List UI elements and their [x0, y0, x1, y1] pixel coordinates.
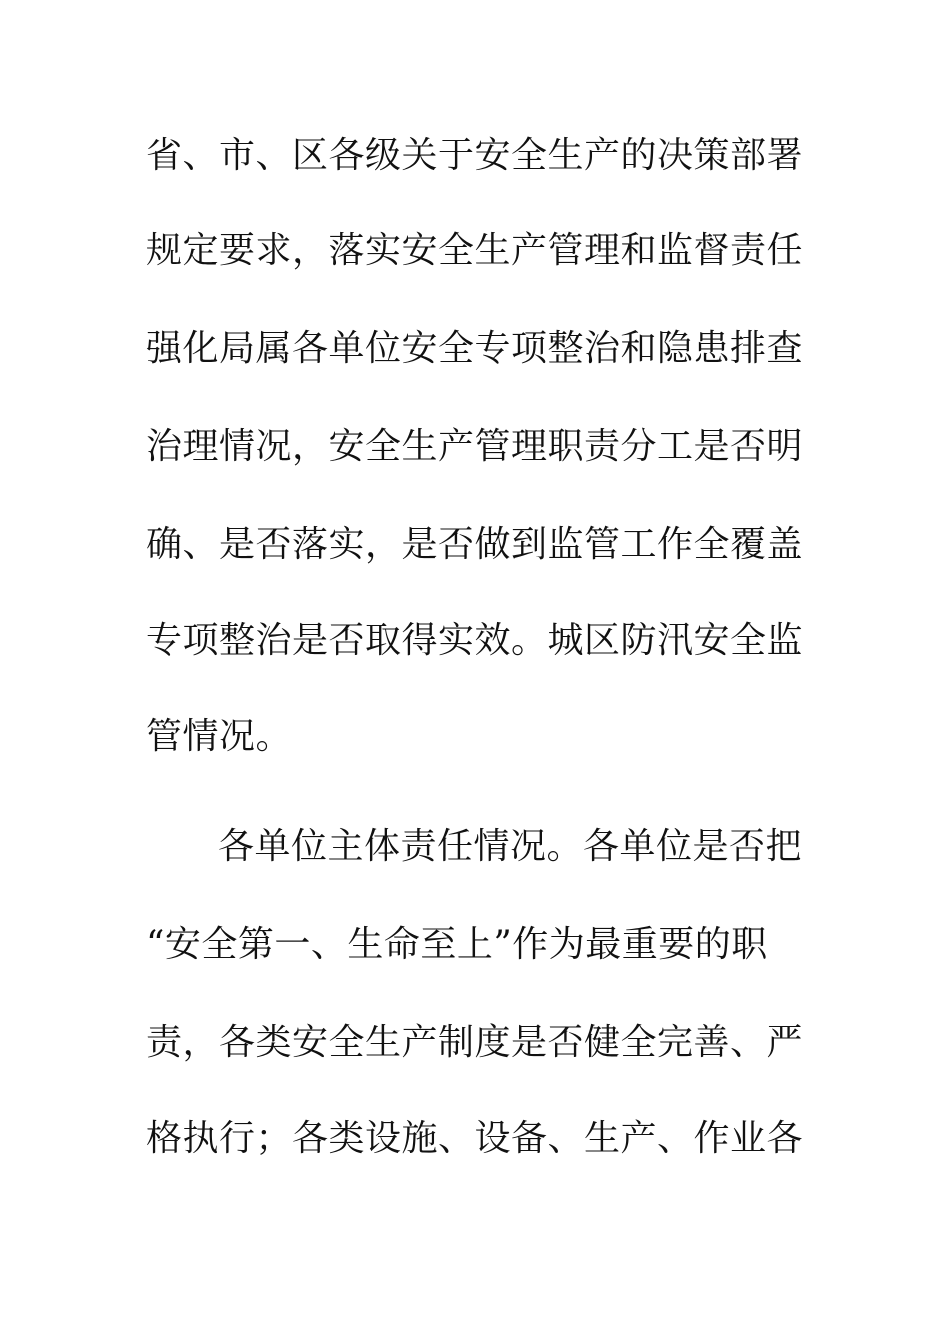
paragraph-1-line-5: 确、是否落实，是否做到监管工作全覆盖 — [146, 524, 804, 565]
paragraph-1-line-7: 管情况。 — [146, 716, 293, 757]
paragraph-1-line-4: 治理情况，安全生产管理职责分工是否明 — [146, 426, 804, 467]
paragraph-1-line-1: 省、市、区各级关于安全生产的决策部署 — [146, 135, 804, 176]
paragraph-2-line-1: 各单位主体责任情况。各单位是否把 — [218, 826, 803, 867]
paragraph-1-line-2: 规定要求，落实安全生产管理和监督责任 — [146, 230, 804, 271]
paragraph-2-line-4: 格执行；各类设施、设备、生产、作业各 — [146, 1118, 804, 1159]
paragraph-2-line-3: 责，各类安全生产制度是否健全完善、严 — [146, 1022, 804, 1063]
paragraph-1-line-3: 强化局属各单位安全专项整治和隐患排查 — [146, 328, 804, 369]
paragraph-1-line-6: 专项整治是否取得实效。城区防汛安全监 — [146, 620, 804, 661]
paragraph-2-line-2: “安全第一、生命至上”作为最重要的职 — [146, 924, 768, 965]
